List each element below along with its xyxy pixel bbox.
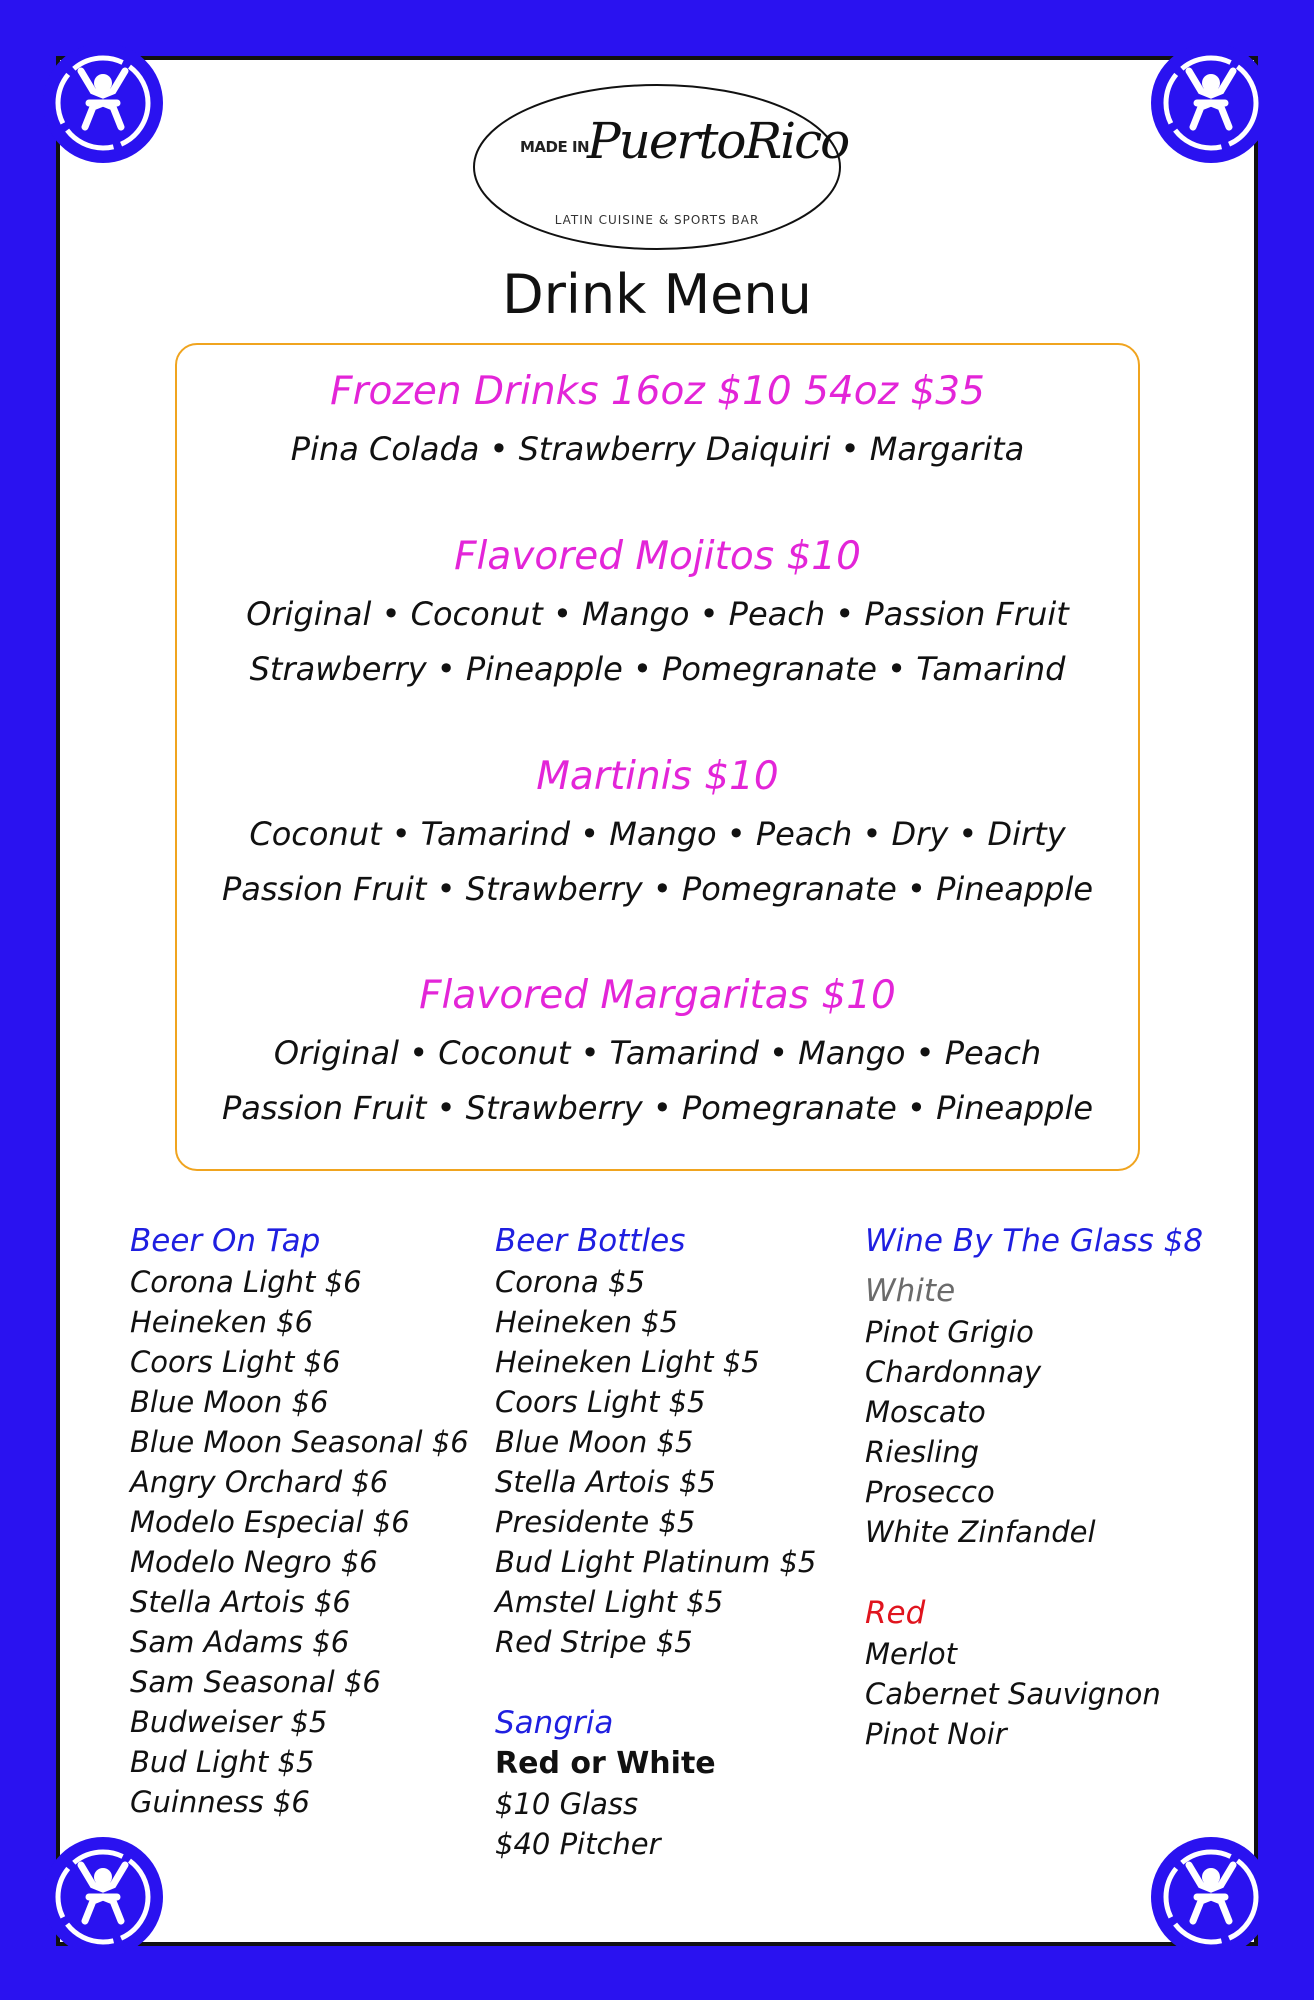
- list-item: $10 Glass: [495, 1787, 639, 1821]
- list-item: Bud Light Platinum $5: [495, 1545, 817, 1579]
- taino-frog-icon: [1151, 43, 1271, 163]
- list-item: Modelo Negro $6: [130, 1545, 378, 1579]
- section-line: Original • Coconut • Tamarind • Mango • Peach: [273, 1034, 1042, 1072]
- section-title-frozen: Frozen Drinks 16oz $10 54oz $35: [330, 369, 985, 414]
- list-item: Blue Moon $6: [130, 1385, 329, 1419]
- column-heading: Beer Bottles: [495, 1223, 686, 1259]
- list-item: Coors Light $5: [495, 1385, 706, 1419]
- list-item: Heineken $6: [130, 1305, 314, 1339]
- beer-bottles-column: [495, 1220, 816, 1864]
- list-item: Coors Light $6: [130, 1345, 341, 1379]
- taino-frog-icon: [1151, 1837, 1271, 1957]
- sangria-heading: Sangria: [495, 1705, 614, 1741]
- list-item: Amstel Light $5: [495, 1585, 724, 1619]
- list-item: Sam Adams $6: [130, 1625, 350, 1659]
- list-item: Budweiser $5: [130, 1705, 328, 1739]
- section-title-margaritas: Flavored Margaritas $10: [419, 973, 896, 1018]
- list-item: Stella Artois $6: [130, 1585, 351, 1619]
- list-item: Sam Seasonal $6: [130, 1665, 381, 1699]
- logo-name: PuertoRico: [587, 112, 849, 170]
- page-title: Drink Menu: [502, 263, 812, 326]
- beer-on-tap-column: [130, 1220, 469, 1822]
- list-item: Red Stripe $5: [495, 1625, 693, 1659]
- column-heading: Wine By The Glass $8: [865, 1223, 1204, 1259]
- list-item: Heineken Light $5: [495, 1345, 760, 1379]
- list-item: Modelo Especial $6: [130, 1505, 410, 1539]
- column-heading: Beer On Tap: [130, 1223, 321, 1259]
- section-line: Coconut • Tamarind • Mango • Peach • Dry • Dirty: [249, 815, 1066, 853]
- section-line: Original • Coconut • Mango • Peach • Passion Fruit: [246, 595, 1069, 633]
- list-item: Stella Artois $5: [495, 1465, 716, 1499]
- section-line: Pina Colada • Strawberry Daiquiri • Margarita: [290, 430, 1025, 468]
- list-item: Pinot Grigio: [865, 1315, 1034, 1349]
- taino-frog-icon: [43, 43, 163, 163]
- list-item: Angry Orchard $6: [130, 1465, 389, 1499]
- logo-made-in: MADE IN: [520, 138, 590, 156]
- section-title-mojitos: Flavored Mojitos $10: [454, 534, 861, 579]
- section-title-martinis: Martinis $10: [536, 754, 779, 799]
- list-item: Corona $5: [495, 1265, 645, 1299]
- list-item: Chardonnay: [865, 1355, 1042, 1389]
- list-item: Moscato: [865, 1395, 986, 1429]
- list-item: Prosecco: [865, 1475, 995, 1509]
- list-item: White Zinfandel: [865, 1515, 1096, 1549]
- red-wine-heading: Red: [865, 1595, 926, 1631]
- list-item: Guinness $6: [130, 1785, 310, 1819]
- section-line: Strawberry • Pineapple • Pomegranate • Tamarind: [249, 650, 1066, 688]
- list-item: Blue Moon Seasonal $6: [130, 1425, 469, 1459]
- section-line: Passion Fruit • Strawberry • Pomegranate • Pineapple: [221, 870, 1094, 908]
- list-item: Riesling: [865, 1435, 980, 1469]
- list-item: Merlot: [865, 1637, 957, 1671]
- list-item: Pinot Noir: [865, 1717, 1007, 1751]
- list-item: Cabernet Sauvignon: [865, 1677, 1161, 1711]
- list-item: Bud Light $5: [130, 1745, 315, 1779]
- white-wine-heading: White: [865, 1273, 956, 1309]
- list-item: Presidente $5: [495, 1505, 696, 1539]
- list-item: $40 Pitcher: [495, 1827, 661, 1861]
- list-item: Heineken $5: [495, 1305, 679, 1339]
- wine-column: [865, 1220, 1203, 1754]
- sangria-subheading: Red or White: [495, 1746, 716, 1781]
- list-item: Blue Moon $5: [495, 1425, 694, 1459]
- logo-tagline: LATIN CUISINE & SPORTS BAR: [554, 213, 760, 227]
- section-line: Passion Fruit • Strawberry • Pomegranate • Pineapple: [221, 1089, 1094, 1127]
- taino-frog-icon: [43, 1837, 163, 1957]
- list-item: Corona Light $6: [130, 1265, 362, 1299]
